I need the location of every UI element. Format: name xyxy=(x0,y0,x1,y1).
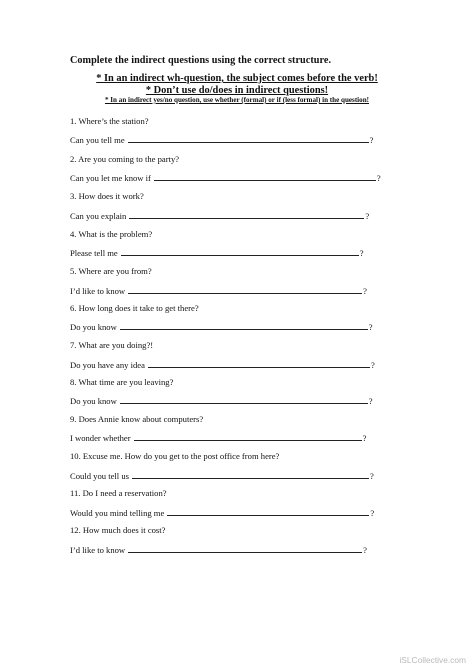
question-mark: ? xyxy=(376,173,381,183)
question-mark: ? xyxy=(363,286,367,296)
worksheet-title: Complete the indirect questions using the correct structure. xyxy=(70,55,332,66)
answer-blank[interactable] xyxy=(121,247,359,256)
question-4: 4. What is the problem? xyxy=(70,229,153,239)
question-mark: ? xyxy=(362,433,367,443)
answer-line-10 xyxy=(70,470,374,481)
question-mark: ? xyxy=(365,211,370,221)
answer-blank[interactable] xyxy=(120,321,368,330)
answer-prompt: Please tell me xyxy=(70,248,118,258)
answer-prompt: Do you know xyxy=(70,322,117,332)
question-mark: ? xyxy=(368,396,373,406)
answer-prompt: I wonder whether xyxy=(70,433,131,443)
answer-line-2 xyxy=(70,172,381,183)
answer-line-5 xyxy=(70,285,367,296)
answer-blank[interactable] xyxy=(129,210,364,219)
rule-no-do-does: * Don’t use do/does in indirect questions! xyxy=(145,85,329,96)
question-3: 3. How does it work? xyxy=(70,191,144,201)
answer-line-4 xyxy=(70,247,364,258)
answer-blank[interactable] xyxy=(148,359,370,368)
question-mark: ? xyxy=(369,471,374,481)
question-8: 8. What time are you leaving? xyxy=(70,377,174,387)
answer-prompt: Do you know xyxy=(70,396,117,406)
rule-yes-no-question: * In an indirect yes/no question, use whether (formal) or if (less formal) in the question! xyxy=(104,96,370,104)
answer-line-1 xyxy=(70,134,373,145)
answer-blank[interactable] xyxy=(128,134,369,143)
question-mark: ? xyxy=(369,135,374,145)
answer-blank[interactable] xyxy=(128,544,362,553)
question-11: 11. Do I need a reservation? xyxy=(70,488,167,498)
rule-wh-question: * In an indirect wh-question, the subject comes before the verb! xyxy=(96,73,378,84)
answer-line-12 xyxy=(70,544,367,555)
answer-blank[interactable] xyxy=(120,395,368,404)
question-mark: ? xyxy=(368,322,373,332)
answer-line-3 xyxy=(70,210,369,221)
answer-line-9 xyxy=(70,432,366,443)
question-6: 6. How long does it take to get there? xyxy=(70,303,199,313)
question-7: 7. What are you doing?! xyxy=(70,340,154,350)
question-2: 2. Are you coming to the party? xyxy=(70,154,180,164)
answer-prompt: Can you explain xyxy=(70,211,127,221)
answer-prompt: Could you tell us xyxy=(70,471,129,481)
answer-line-6 xyxy=(70,321,373,332)
question-12: 12. How much does it cost? xyxy=(70,525,166,535)
question-mark: ? xyxy=(370,360,375,370)
answer-prompt: Do you have any idea xyxy=(70,360,145,370)
answer-blank[interactable] xyxy=(167,507,369,516)
watermark: iSLCollective.com xyxy=(399,655,466,665)
answer-blank[interactable] xyxy=(134,432,362,441)
answer-blank[interactable] xyxy=(128,285,362,294)
answer-blank[interactable] xyxy=(154,172,376,181)
answer-prompt: I’d like to know xyxy=(70,545,126,555)
question-5: 5. Where are you from? xyxy=(70,266,152,276)
question-9: 9. Does Annie know about computers? xyxy=(70,414,204,424)
question-10: 10. Excuse me. How do you get to the post office from here? xyxy=(70,451,280,461)
question-mark: ? xyxy=(370,508,375,518)
answer-blank[interactable] xyxy=(132,470,369,479)
question-mark: ? xyxy=(363,545,367,555)
answer-prompt: Can you tell me xyxy=(70,135,125,145)
question-1: 1. Where’s the station? xyxy=(70,116,149,126)
answer-prompt: I’d like to know xyxy=(70,286,126,296)
answer-line-8 xyxy=(70,395,373,406)
answer-line-11 xyxy=(70,507,374,518)
question-mark: ? xyxy=(359,248,364,258)
answer-line-7 xyxy=(70,359,375,370)
answer-prompt: Can you let me know if xyxy=(70,173,151,183)
answer-prompt: Would you mind telling me xyxy=(70,508,165,518)
